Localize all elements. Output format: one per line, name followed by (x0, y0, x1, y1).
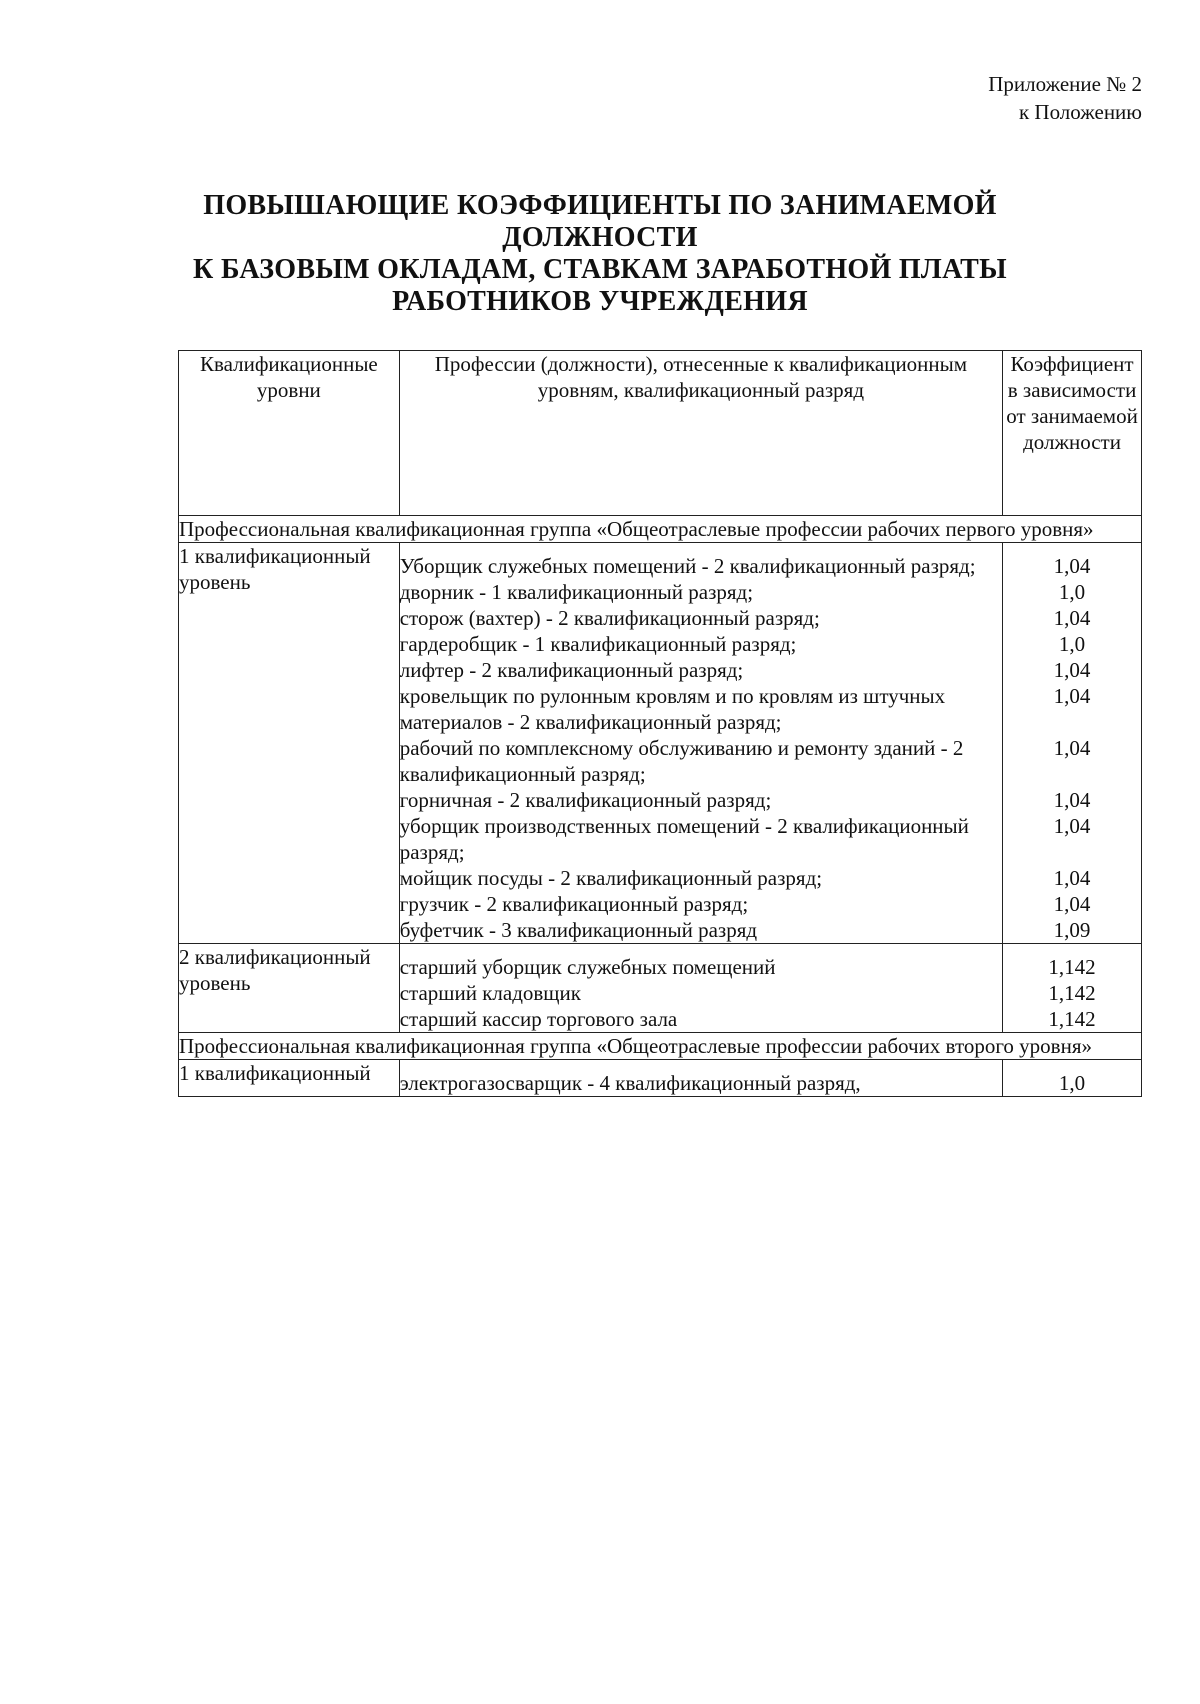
title-line-1: ПОВЫШАЮЩИЕ КОЭФФИЦИЕНТЫ ПО ЗАНИМАЕМОЙ (203, 190, 997, 221)
table-row (179, 543, 1142, 580)
annex-number: Приложение № 2 (988, 72, 1142, 96)
title-line-3: К БАЗОВЫМ ОКЛАДАМ, СТАВКАМ ЗАРАБОТНОЙ ПЛАТЫ (193, 254, 1007, 285)
profession-cell: мойщик посуды - 2 квалификационный разряд; (399, 865, 1002, 891)
coefficient-cell: 1,04 (1003, 605, 1142, 631)
table-row (179, 1060, 1142, 1097)
coefficients-table (178, 350, 1142, 1097)
profession-cell: старший уборщик служебных помещений (399, 944, 1002, 981)
annex-regulation: к Положению (1018, 100, 1142, 124)
profession-cell: уборщик производственных помещений - 2 квалификационный разряд; (399, 813, 1002, 865)
level-label: 1 квалификационный (179, 1060, 400, 1097)
coefficient-cell: 1,04 (1003, 813, 1142, 865)
coefficient-cell: 1,04 (1003, 865, 1142, 891)
title-line-2: ДОЛЖНОСТИ (502, 222, 698, 253)
profession-cell: Уборщик служебных помещений - 2 квалификационный разряд; (399, 543, 1002, 580)
profession-cell: дворник - 1 квалификационный разряд; (399, 579, 1002, 605)
group-row (179, 516, 1142, 543)
header-professions: Профессии (должности), отнесенные к квалификационным уровням, квалификационный разряд (399, 351, 1002, 516)
coefficient-cell: 1,04 (1003, 787, 1142, 813)
header-qualification-levels: Квалификационные уровни (179, 351, 400, 516)
coefficient-cell: 1,0 (1003, 631, 1142, 657)
group-title: Профессиональная квалификационная группа «Общеотраслевые профессии рабочих второго уровня» (179, 1033, 1142, 1060)
title-line-4: РАБОТНИКОВ УЧРЕЖДЕНИЯ (392, 286, 808, 317)
table-header-row (179, 351, 1142, 516)
profession-cell: буфетчик - 3 квалификационный разряд (399, 917, 1002, 944)
annex-reference (988, 70, 1142, 126)
coefficient-cell: 1,04 (1003, 735, 1142, 787)
coefficient-cell: 1,09 (1003, 917, 1142, 944)
level-label: 2 квалификационный уровень (179, 944, 400, 1033)
coefficient-cell: 1,04 (1003, 683, 1142, 735)
profession-cell: электрогазосварщик - 4 квалификационный разряд, (399, 1060, 1002, 1097)
table-row (179, 944, 1142, 981)
profession-cell: кровельщик по рулонным кровлям и по кровлям из штучных материалов - 2 квалификационный разряд; (399, 683, 1002, 735)
profession-cell: гардеробщик - 1 квалификационный разряд; (399, 631, 1002, 657)
profession-cell: грузчик - 2 квалификационный разряд; (399, 891, 1002, 917)
coefficient-cell: 1,142 (1003, 1006, 1142, 1033)
group-row (179, 1033, 1142, 1060)
document-title (0, 190, 1200, 318)
coefficient-cell: 1,04 (1003, 891, 1142, 917)
coefficient-cell: 1,0 (1003, 1060, 1142, 1097)
profession-cell: сторож (вахтер) - 2 квалификационный разряд; (399, 605, 1002, 631)
profession-cell: горничная - 2 квалификационный разряд; (399, 787, 1002, 813)
coefficient-cell: 1,142 (1003, 944, 1142, 981)
profession-cell: старший кладовщик (399, 980, 1002, 1006)
coefficient-cell: 1,04 (1003, 543, 1142, 580)
profession-cell: рабочий по комплексному обслуживанию и ремонту зданий - 2 квалификационный разряд; (399, 735, 1002, 787)
header-coefficient: Коэффициент в зависимости от занимаемой должности (1003, 351, 1142, 516)
level-label: 1 квалификационный уровень (179, 543, 400, 944)
coefficient-cell: 1,142 (1003, 980, 1142, 1006)
group-title: Профессиональная квалификационная группа «Общеотраслевые профессии рабочих первого уровня» (179, 516, 1142, 543)
coefficient-cell: 1,0 (1003, 579, 1142, 605)
profession-cell: старший кассир торгового зала (399, 1006, 1002, 1033)
profession-cell: лифтер - 2 квалификационный разряд; (399, 657, 1002, 683)
coefficient-cell: 1,04 (1003, 657, 1142, 683)
